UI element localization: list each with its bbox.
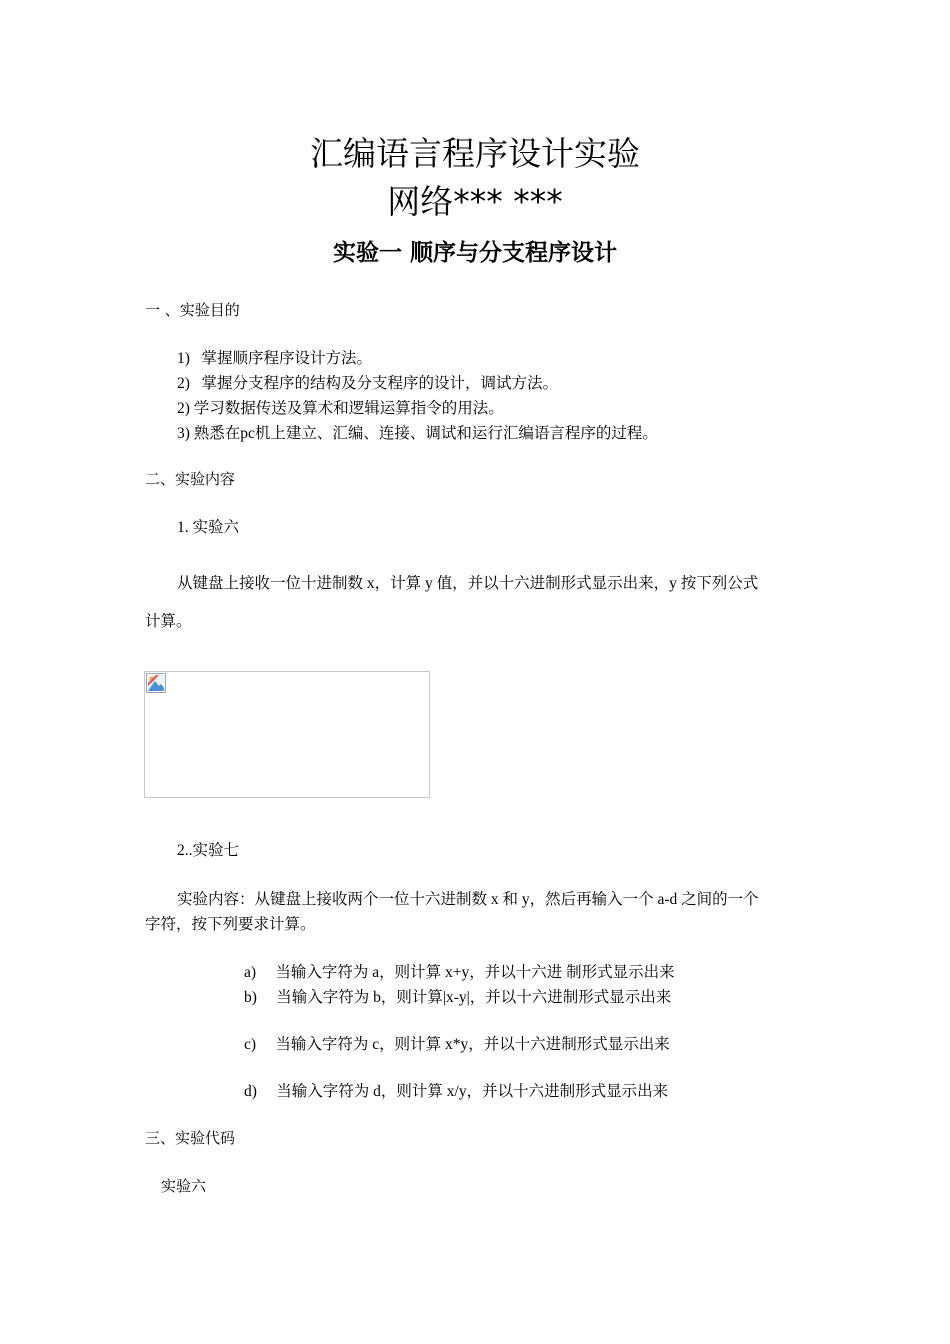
list-item — [177, 396, 504, 418]
experiment-seven-description-cont: 字符，按下列要求计算。 — [145, 916, 316, 933]
section-heading-purpose: 一 、实验目的 — [145, 301, 240, 319]
case-label: c) — [244, 1036, 257, 1053]
list-item-text: 掌握顺序程序设计方法。 — [201, 350, 373, 367]
list-item-number: 1) — [177, 350, 190, 367]
case-text: 当输入字符为 b，则计算|x-y|，并以十六进制形式显示出来 — [276, 989, 672, 1006]
list-item-number: 2) — [177, 400, 190, 417]
code-subheading: 实验六 — [161, 1177, 207, 1195]
section-heading-code: 三、实验代码 — [145, 1129, 236, 1147]
experiment-six-label: 1. 实验六 — [177, 519, 240, 536]
case-label: a) — [244, 964, 257, 981]
case-text: 当输入字符为 d，则计算 x/y，并以十六进制形式显示出来 — [276, 1083, 669, 1100]
broken-image-icon — [146, 673, 166, 693]
list-item — [177, 421, 658, 443]
list-item — [177, 371, 558, 393]
document-author: 网络*** *** — [387, 182, 563, 221]
section-heading-content: 二、实验内容 — [145, 470, 236, 488]
case-item — [244, 960, 675, 982]
case-item — [244, 1032, 670, 1054]
case-label: b) — [244, 989, 257, 1006]
experiment-title: 实验一 顺序与分支程序设计 — [332, 240, 617, 266]
case-label: d) — [244, 1083, 257, 1100]
experiment-seven-description: 实验内容：从键盘上接收两个一位十六进制数 x 和 y，然后再输入一个 a-d 之间的一个 — [177, 891, 759, 908]
list-item-text: 熟悉在pc机上建立、汇编、连接、调试和运行汇编语言程序的过程。 — [193, 425, 658, 442]
document-title: 汇编语言程序设计实验 — [310, 134, 640, 173]
list-item-text: 学习数据传送及算术和逻辑运算指令的用法。 — [193, 400, 504, 417]
case-item — [244, 1079, 668, 1101]
case-item — [244, 985, 671, 1007]
list-item-number: 3) — [177, 425, 190, 442]
formula-image-placeholder — [144, 671, 430, 798]
list-item-text: 掌握分支程序的结构及分支程序的设计，调试方法。 — [201, 375, 559, 392]
experiment-six-description-cont: 计算。 — [145, 613, 192, 630]
experiment-seven-label: 2..实验七 — [177, 842, 240, 859]
case-text: 当输入字符为 a，则计算 x+y，并以十六进 制形式显示出来 — [275, 964, 675, 981]
case-text: 当输入字符为 c，则计算 x*y，并以十六进制形式显示出来 — [275, 1036, 670, 1053]
experiment-six-description: 从键盘上接收一位十进制数 x，计算 y 值，并以十六进制形式显示出来，y 按下列公式 — [177, 575, 759, 592]
list-item-number: 2) — [177, 375, 190, 392]
list-item — [177, 346, 372, 368]
